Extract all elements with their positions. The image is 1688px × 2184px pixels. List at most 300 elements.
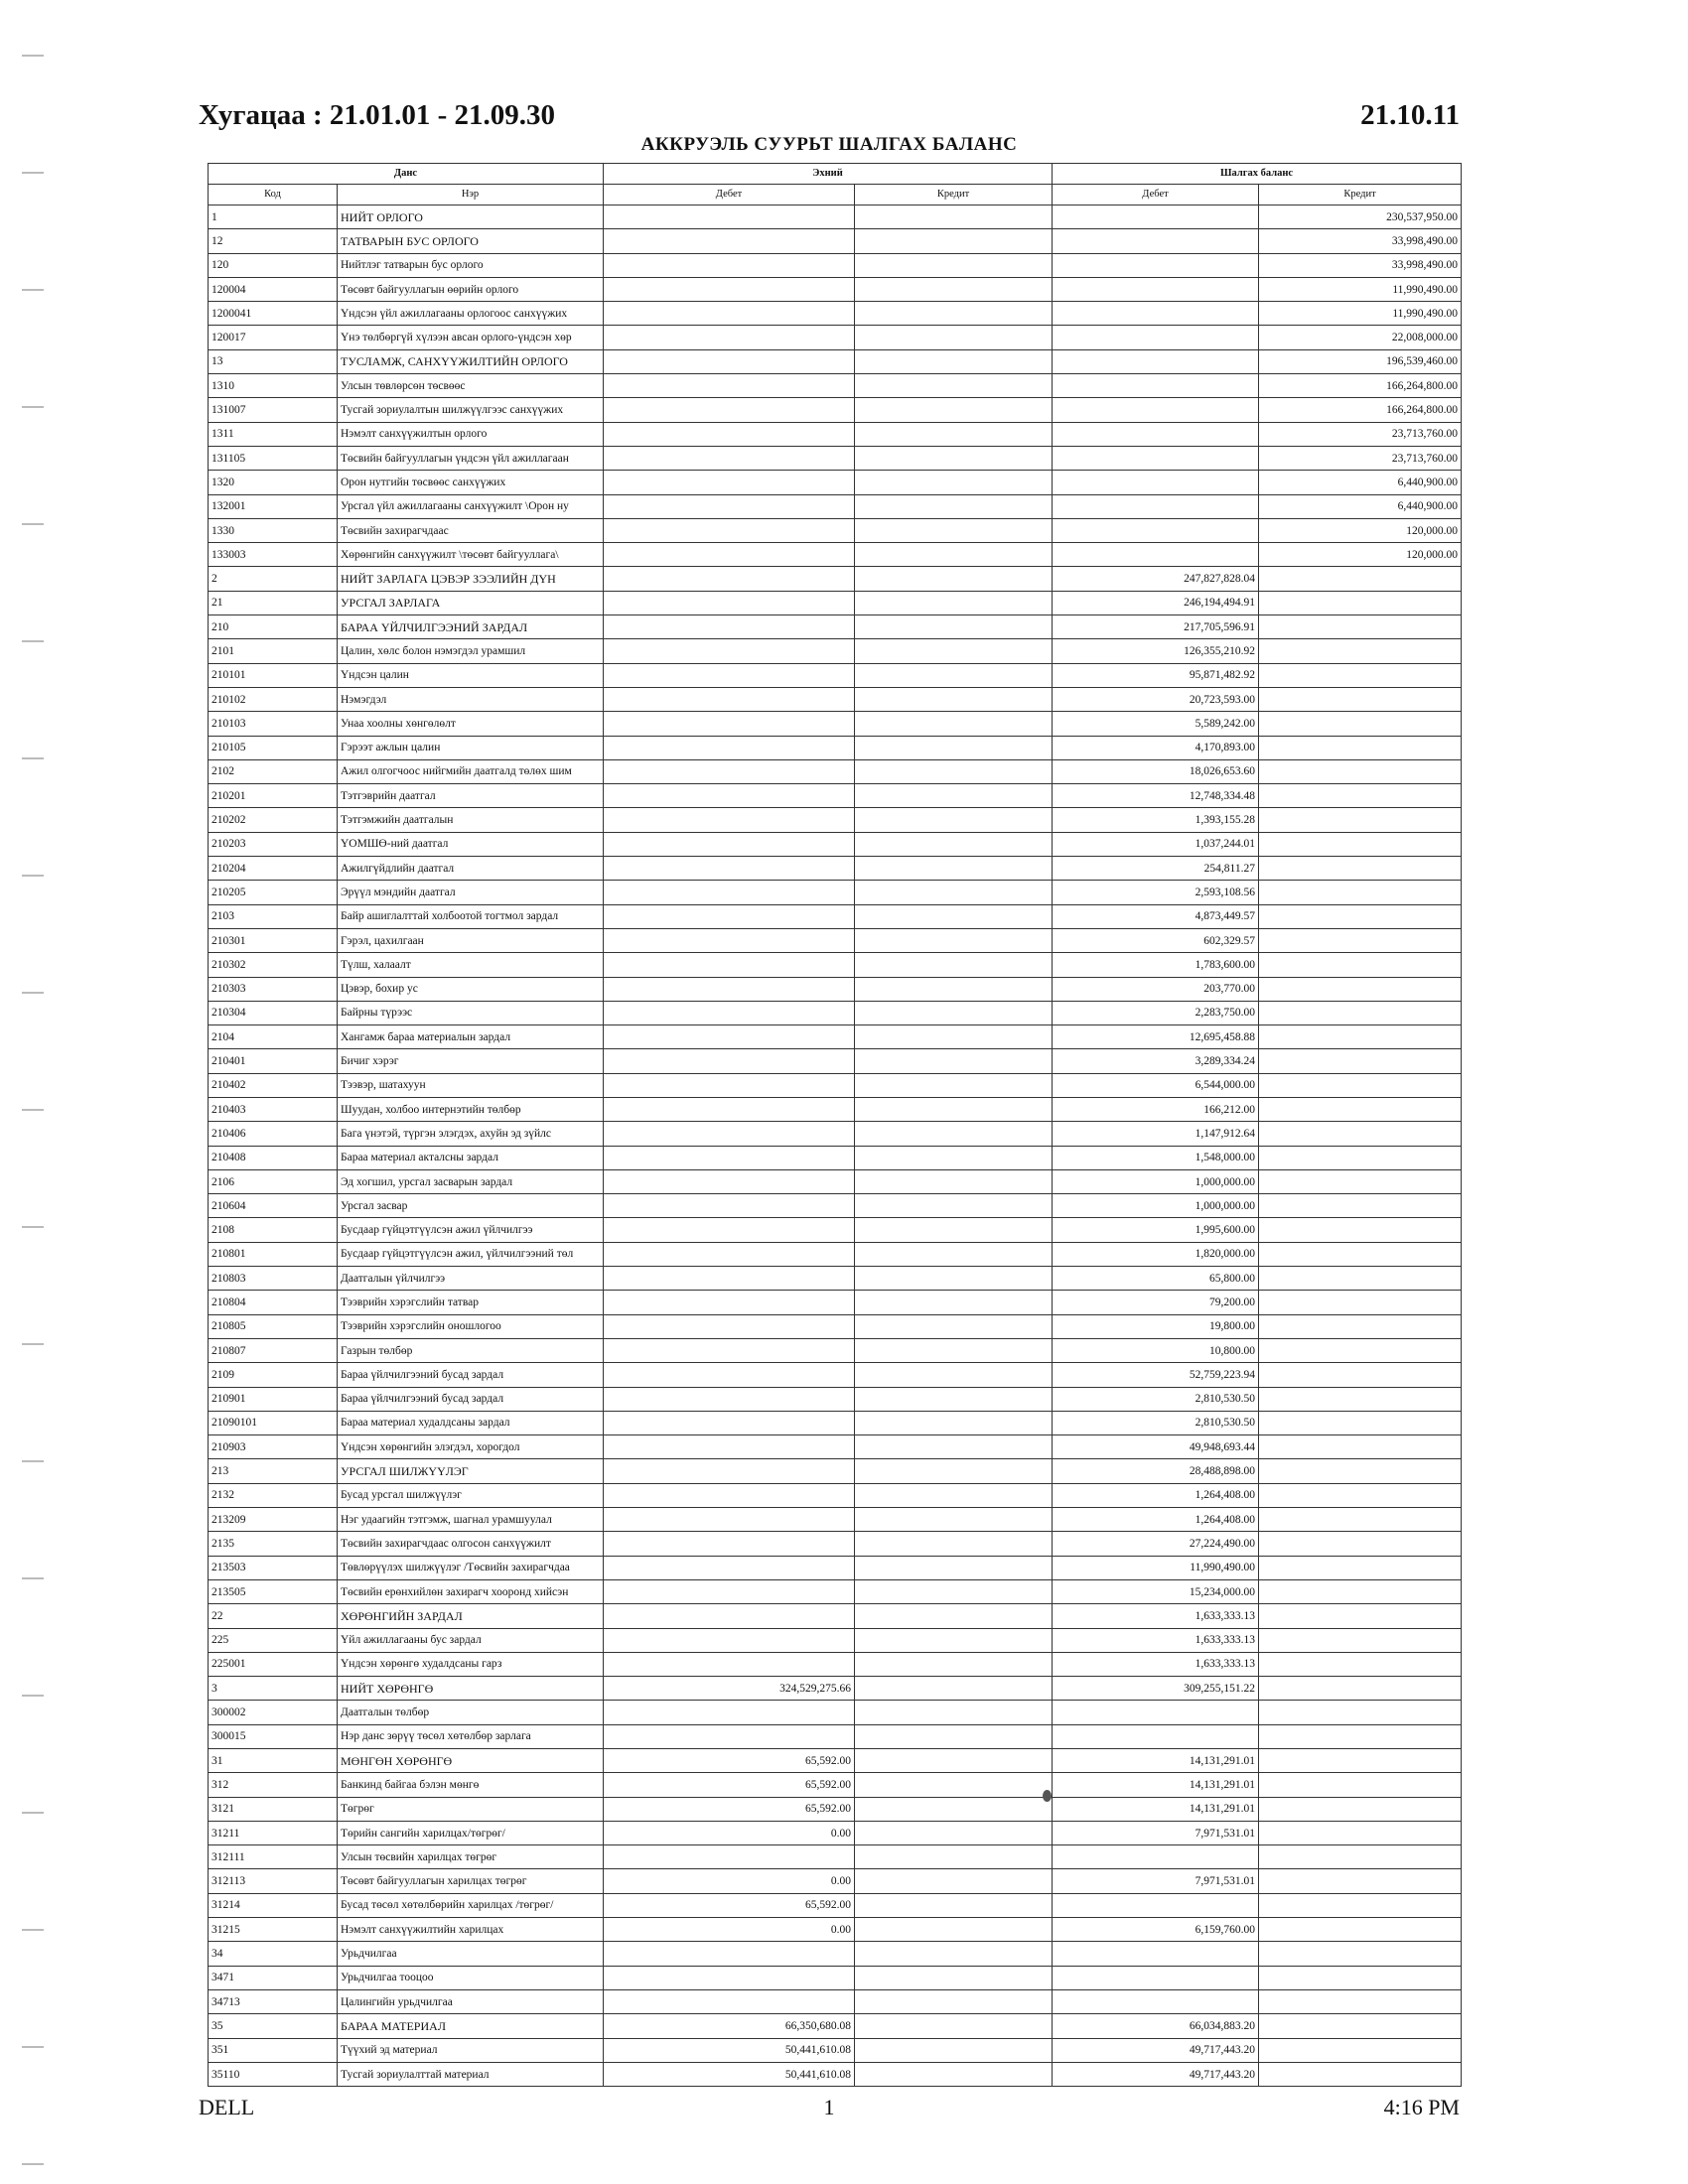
row-trial-debit [1053,446,1259,470]
table-row [209,277,1462,301]
report-period: Хугацаа : 21.01.01 - 21.09.30 [199,99,556,131]
row-code: 1 [209,205,338,229]
row-trial-debit: 1,000,000.00 [1053,1169,1259,1193]
row-opening-credit [855,1652,1053,1676]
table-row [209,1508,1462,1532]
row-opening-credit [855,1628,1053,1652]
row-trial-credit [1259,1435,1462,1459]
row-opening-debit: 0.00 [604,1918,855,1942]
row-opening-debit [604,1025,855,1049]
row-opening-debit [604,1387,855,1411]
row-opening-debit [604,712,855,736]
row-name: НИЙТ ОРЛОГО [338,205,604,229]
row-opening-credit [855,857,1053,881]
row-opening-credit [855,881,1053,904]
row-code: 1310 [209,374,338,398]
table-row [209,1532,1462,1556]
row-trial-debit: 19,800.00 [1053,1314,1259,1338]
row-name: Үйл ажиллагааны бус зардал [338,1628,604,1652]
row-opening-debit [604,1411,855,1434]
row-trial-credit [1259,2014,1462,2038]
row-name: Тэтгэмжийн даатгалын [338,808,604,832]
row-name: Тусгай зориулалттай материал [338,2062,604,2086]
row-opening-credit [855,374,1053,398]
row-opening-credit [855,1146,1053,1169]
row-trial-credit [1259,1508,1462,1532]
row-trial-debit [1053,1701,1259,1724]
row-trial-credit [1259,1989,1462,2013]
row-opening-debit [604,881,855,904]
row-name: Бусад төсөл хөтөлбөрийн харилцах /төгрөг/ [338,1893,604,1917]
table-row [209,494,1462,518]
row-opening-debit [604,1169,855,1193]
row-opening-credit [855,326,1053,349]
row-name: УРСГАЛ ШИЛЖҮҮЛЭГ [338,1459,604,1483]
table-row [209,1291,1462,1314]
row-opening-debit [604,1845,855,1869]
row-opening-credit [855,1893,1053,1917]
row-trial-credit [1259,904,1462,928]
row-code: 351 [209,2038,338,2062]
footer-time: 4:16 PM [1383,2095,1460,2119]
row-code: 31214 [209,1893,338,1917]
row-opening-debit [604,1483,855,1507]
row-opening-credit [855,1314,1053,1338]
row-name: Бичиг хэрэг [338,1049,604,1073]
row-trial-debit [1053,1845,1259,1869]
row-code: 22 [209,1604,338,1628]
row-code: 34 [209,1942,338,1966]
row-trial-debit: 309,255,151.22 [1053,1677,1259,1701]
row-name: Эд хогшил, урсгал засварын зардал [338,1169,604,1193]
row-opening-debit [604,663,855,687]
row-opening-credit [855,687,1053,711]
row-trial-credit: 120,000.00 [1259,543,1462,567]
row-opening-debit [604,398,855,422]
row-name: Үнэ төлбөргүй хүлээн авсан орлого-үндсэн хөр [338,326,604,349]
row-name: Урсгал үйл ажиллагааны санхүүжилт \Орон ну [338,494,604,518]
row-opening-credit [855,1097,1053,1121]
col-header-trial-credit: Кредит [1259,185,1462,205]
row-name: Тээвэр, шатахуун [338,1073,604,1097]
row-opening-credit [855,1869,1053,1893]
row-trial-credit [1259,687,1462,711]
row-opening-debit [604,1001,855,1024]
row-opening-credit [855,205,1053,229]
row-opening-debit [604,422,855,446]
row-code: 120 [209,253,338,277]
row-trial-credit [1259,1122,1462,1146]
row-trial-debit: 5,589,242.00 [1053,712,1259,736]
row-opening-debit [604,446,855,470]
table-row [209,1701,1462,1724]
scan-smudge [1043,1790,1052,1802]
row-trial-debit: 14,131,291.01 [1053,1797,1259,1821]
row-trial-credit: 166,264,800.00 [1259,398,1462,422]
row-trial-debit: 20,723,593.00 [1053,687,1259,711]
table-row [209,1073,1462,1097]
row-code: 2109 [209,1363,338,1387]
row-trial-credit [1259,881,1462,904]
row-trial-debit: 27,224,490.00 [1053,1532,1259,1556]
row-opening-credit [855,928,1053,952]
row-code: 31 [209,1749,338,1773]
row-code: 213 [209,1459,338,1483]
row-code: 210805 [209,1314,338,1338]
row-name: Төгрөг [338,1797,604,1821]
row-opening-credit [855,1821,1053,1844]
table-row [209,1267,1462,1291]
row-trial-debit [1053,302,1259,326]
row-opening-debit [604,1073,855,1097]
row-name: Хөрөнгийн санхүүжилт \төсөвт байгууллага\ [338,543,604,567]
row-opening-credit [855,1749,1053,1773]
binder-hole-mark [22,172,44,174]
row-name: Түлш, халаалт [338,953,604,977]
row-name: ХӨРӨНГИЙН ЗАРДАЛ [338,1604,604,1628]
table-row [209,567,1462,591]
row-code: 210204 [209,857,338,881]
table-row [209,808,1462,832]
row-opening-debit [604,857,855,881]
row-trial-credit [1259,953,1462,977]
row-name: Түүхий эд материал [338,2038,604,2062]
binder-hole-mark [22,2163,44,2165]
row-code: 210101 [209,663,338,687]
table-row [209,1338,1462,1362]
row-trial-credit [1259,712,1462,736]
row-opening-debit [604,1338,855,1362]
row-trial-credit [1259,1821,1462,1844]
row-opening-credit [855,1579,1053,1603]
row-code: 2106 [209,1169,338,1193]
row-code: 2102 [209,759,338,783]
row-opening-credit [855,663,1053,687]
row-trial-debit: 2,283,750.00 [1053,1001,1259,1024]
row-trial-credit [1259,1845,1462,1869]
row-trial-debit: 7,971,531.01 [1053,1821,1259,1844]
table-row [209,1652,1462,1676]
binder-hole-mark [22,1460,44,1462]
row-trial-debit: 14,131,291.01 [1053,1749,1259,1773]
row-name: Нэмэлт санхүүжилтын орлого [338,422,604,446]
table-row [209,2062,1462,2086]
binder-hole-mark [22,640,44,642]
row-trial-credit [1259,928,1462,952]
row-trial-debit: 4,873,449.57 [1053,904,1259,928]
table-row [209,302,1462,326]
row-opening-debit [604,1242,855,1266]
row-trial-debit: 2,810,530.50 [1053,1387,1259,1411]
row-name: Урьдчилгаа тооцоо [338,1966,604,1989]
row-trial-credit: 11,990,490.00 [1259,277,1462,301]
row-opening-credit [855,1918,1053,1942]
row-trial-credit [1259,1652,1462,1676]
row-opening-credit [855,422,1053,446]
row-trial-debit: 49,948,693.44 [1053,1435,1259,1459]
binder-hole-mark [22,289,44,291]
row-code: 213209 [209,1508,338,1532]
row-name: Унаа хоолны хөнгөлөлт [338,712,604,736]
row-trial-credit: 23,713,760.00 [1259,446,1462,470]
row-trial-credit [1259,1483,1462,1507]
row-code: 120004 [209,277,338,301]
row-name: Төсвийн ерөнхийлөн захирагч хооронд хийсэн [338,1579,604,1603]
page-footer [199,2095,1460,2134]
row-code: 34713 [209,1989,338,2013]
row-trial-credit [1259,1001,1462,1024]
group-header-opening: Эхний [604,164,1053,185]
row-trial-credit: 196,539,460.00 [1259,349,1462,373]
row-opening-credit [855,1508,1053,1532]
row-trial-credit [1259,1677,1462,1701]
row-opening-credit [855,1989,1053,2013]
row-opening-credit [855,253,1053,277]
table-row [209,205,1462,229]
row-opening-debit: 65,592.00 [604,1773,855,1797]
row-opening-credit [855,1773,1053,1797]
row-trial-debit [1053,1724,1259,1748]
row-code: 35 [209,2014,338,2038]
row-trial-debit: 18,026,653.60 [1053,759,1259,783]
row-code: 210301 [209,928,338,952]
table-row [209,374,1462,398]
binder-hole-mark [22,523,44,525]
row-code: 213505 [209,1579,338,1603]
row-opening-credit [855,1122,1053,1146]
row-name: Үндсэн хөрөнгийн элэгдэл, хорогдол [338,1435,604,1459]
row-name: Бусад урсгал шилжүүлэг [338,1483,604,1507]
row-trial-debit [1053,253,1259,277]
row-code: 225001 [209,1652,338,1676]
table-row [209,1314,1462,1338]
row-trial-credit [1259,1942,1462,1966]
binder-hole-mark [22,1812,44,1814]
row-opening-credit [855,1845,1053,1869]
row-name: Цалингийн урьдчилгаа [338,1989,604,2013]
row-trial-credit [1259,1724,1462,1748]
row-code: 21090101 [209,1411,338,1434]
row-trial-debit: 1,393,155.28 [1053,808,1259,832]
row-opening-debit [604,639,855,663]
row-opening-debit [604,1363,855,1387]
binder-hole-mark [22,1929,44,1931]
row-opening-credit [855,808,1053,832]
table-row [209,1989,1462,2013]
row-trial-credit [1259,1242,1462,1266]
table-row [209,736,1462,759]
row-opening-credit [855,494,1053,518]
row-opening-credit [855,543,1053,567]
row-code: 210302 [209,953,338,977]
row-trial-debit [1053,1893,1259,1917]
row-opening-debit [604,1532,855,1556]
table-row [209,1218,1462,1242]
row-trial-debit [1053,277,1259,301]
row-name: Үндсэн үйл ажиллагааны орлогоос санхүүжих [338,302,604,326]
row-trial-debit: 3,289,334.24 [1053,1049,1259,1073]
row-trial-credit [1259,1579,1462,1603]
table-row [209,1097,1462,1121]
row-trial-credit [1259,1701,1462,1724]
row-trial-credit [1259,2062,1462,2086]
row-code: 210408 [209,1146,338,1169]
table-row [209,977,1462,1001]
row-code: 312 [209,1773,338,1797]
row-trial-debit: 203,770.00 [1053,977,1259,1001]
row-opening-debit [604,1146,855,1169]
row-code: 131105 [209,446,338,470]
row-name: БАРАА МАТЕРИАЛ [338,2014,604,2038]
row-code: 132001 [209,494,338,518]
table-row [209,1556,1462,1579]
row-code: 210304 [209,1001,338,1024]
row-trial-credit [1259,1411,1462,1434]
row-trial-debit: 4,170,893.00 [1053,736,1259,759]
table-row [209,1459,1462,1483]
table-row [209,471,1462,494]
row-code: 133003 [209,543,338,567]
row-name: ТУСЛАМЖ, САНХҮҮЖИЛТИЙН ОРЛОГО [338,349,604,373]
row-trial-credit [1259,615,1462,639]
row-opening-debit [604,374,855,398]
row-trial-credit [1259,1338,1462,1362]
table-row [209,1194,1462,1218]
row-trial-debit [1053,205,1259,229]
table-row [209,663,1462,687]
row-name: Төсвийн захирагчдаас [338,518,604,542]
row-code: 31215 [209,1918,338,1942]
row-trial-credit [1259,639,1462,663]
binder-hole-mark [22,1695,44,1697]
row-code: 2104 [209,1025,338,1049]
table-row [209,518,1462,542]
row-opening-credit [855,2038,1053,2062]
row-name: Даатгалын төлбөр [338,1701,604,1724]
row-opening-debit [604,904,855,928]
row-opening-credit [855,1338,1053,1362]
row-opening-debit: 66,350,680.08 [604,2014,855,2038]
row-name: Төсвийн захирагчдаас олгосон санхүүжилт [338,1532,604,1556]
row-trial-credit: 6,440,900.00 [1259,494,1462,518]
row-opening-debit [604,1701,855,1724]
binder-hole-mark [22,1577,44,1579]
row-opening-credit [855,1363,1053,1387]
row-trial-debit: 14,131,291.01 [1053,1773,1259,1797]
row-name: Ажил олгогчоос нийгмийн даатгалд төлөх шим [338,759,604,783]
table-row [209,1918,1462,1942]
row-trial-debit: 1,633,333.13 [1053,1604,1259,1628]
table-row [209,349,1462,373]
row-trial-debit: 95,871,482.92 [1053,663,1259,687]
col-header-code: Код [209,185,338,205]
row-name: Нэг удаагийн тэтгэмж, шагнал урамшуулал [338,1508,604,1532]
row-trial-credit [1259,808,1462,832]
row-trial-credit: 230,537,950.00 [1259,205,1462,229]
row-name: Үндсэн хөрөнгө худалдсаны гарз [338,1652,604,1676]
row-trial-debit: 79,200.00 [1053,1291,1259,1314]
binder-margin [8,0,50,2184]
table-row [209,2014,1462,2038]
row-trial-debit: 1,264,408.00 [1053,1483,1259,1507]
row-opening-debit [604,567,855,591]
col-header-trial-debit: Дебет [1053,185,1259,205]
row-opening-debit [604,277,855,301]
row-name: Бараа үйлчилгээний бусад зардал [338,1363,604,1387]
row-opening-debit: 65,592.00 [604,1797,855,1821]
row-code: 210901 [209,1387,338,1411]
row-opening-credit [855,229,1053,253]
row-code: 210807 [209,1338,338,1362]
col-header-opening-debit: Дебет [604,185,855,205]
row-opening-credit [855,1025,1053,1049]
binder-hole-mark [22,1109,44,1111]
row-code: 210801 [209,1242,338,1266]
row-trial-credit [1259,1073,1462,1097]
row-trial-credit [1259,1893,1462,1917]
row-opening-credit [855,446,1053,470]
row-code: 31211 [209,1821,338,1844]
row-trial-credit [1259,1532,1462,1556]
row-name: МӨНГӨН ХӨРӨНГӨ [338,1749,604,1773]
table-row [209,1363,1462,1387]
table-row [209,928,1462,952]
row-opening-debit [604,1435,855,1459]
row-trial-credit [1259,759,1462,783]
row-opening-credit [855,1724,1053,1748]
row-opening-debit [604,1628,855,1652]
row-trial-debit: 2,593,108.56 [1053,881,1259,904]
row-code: 2132 [209,1483,338,1507]
row-trial-credit [1259,591,1462,614]
binder-hole-mark [22,875,44,877]
row-opening-credit [855,1966,1053,1989]
row-opening-credit [855,759,1053,783]
row-opening-debit [604,302,855,326]
row-trial-credit [1259,1025,1462,1049]
row-code: 210403 [209,1097,338,1121]
row-opening-credit [855,567,1053,591]
row-trial-debit: 28,488,898.00 [1053,1459,1259,1483]
row-code: 2 [209,567,338,591]
table-row [209,1049,1462,1073]
row-name: Тээврийн хэрэгслийн оношлогоо [338,1314,604,1338]
row-name: Тээврийн хэрэгслийн татвар [338,1291,604,1314]
row-trial-credit [1259,784,1462,808]
row-opening-debit [604,953,855,977]
row-opening-credit [855,349,1053,373]
row-opening-credit [855,591,1053,614]
row-name: Бараа үйлчилгээний бусад зардал [338,1387,604,1411]
row-opening-debit [604,977,855,1001]
row-opening-debit [604,1097,855,1121]
row-opening-credit [855,1169,1053,1193]
col-header-opening-credit: Кредит [855,185,1053,205]
row-code: 300015 [209,1724,338,1748]
binder-hole-mark [22,1226,44,1228]
row-name: Бага үнэтэй, түргэн элэгдэх, ахуйн эд зүйлс [338,1122,604,1146]
row-opening-credit [855,904,1053,928]
row-opening-debit [604,1724,855,1748]
row-opening-debit [604,205,855,229]
row-code: 210103 [209,712,338,736]
table-row [209,953,1462,977]
row-code: 1320 [209,471,338,494]
row-trial-debit: 15,234,000.00 [1053,1579,1259,1603]
row-code: 210303 [209,977,338,1001]
row-opening-debit: 50,441,610.08 [604,2038,855,2062]
row-trial-debit: 246,194,494.91 [1053,591,1259,614]
